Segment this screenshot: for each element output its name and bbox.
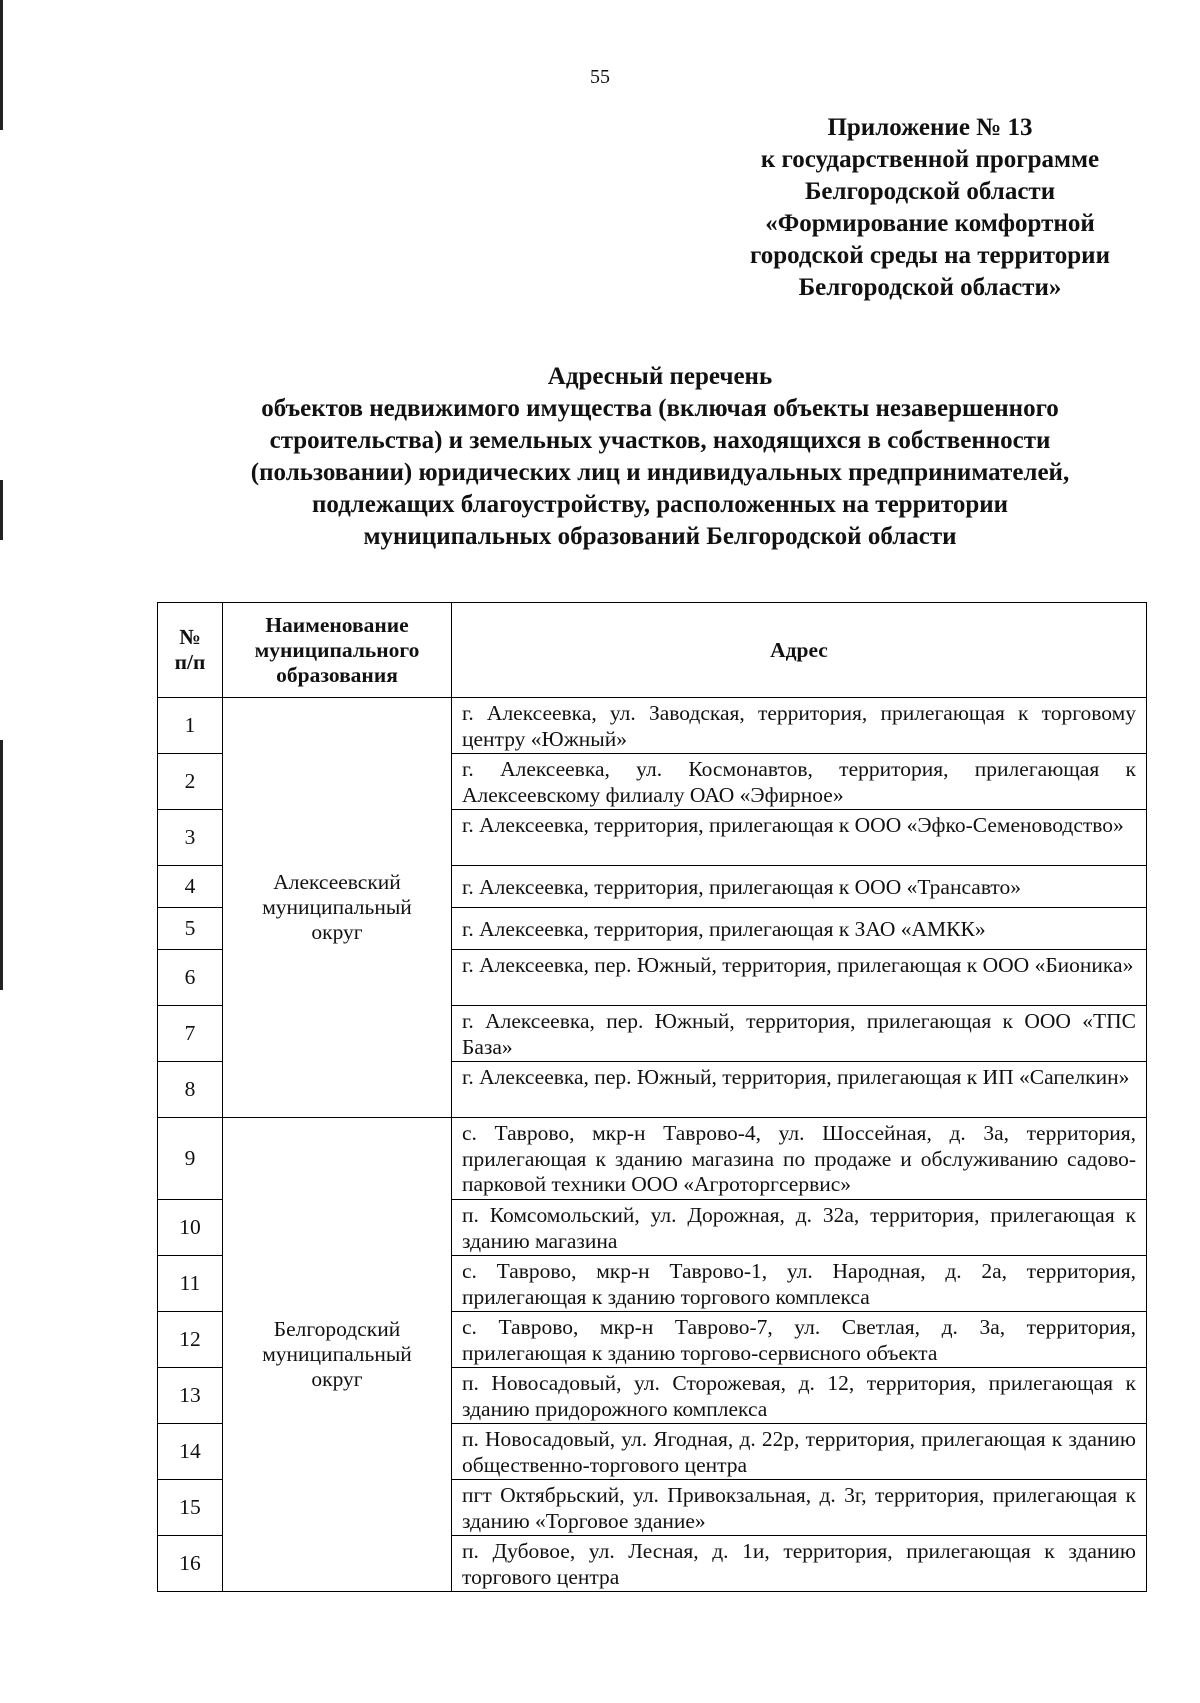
row-address: п. Новосадовый, ул. Ягодная, д. 22р, территория, прилегающая к зданию общественно-торгового центра <box>452 1424 1147 1480</box>
row-address: г. Алексеевка, территория, прилегающая к ЗАО «АМКК» <box>452 908 1147 950</box>
title-line: объектов недвижимого имущества (включая объекты незавершенного <box>261 395 1059 422</box>
row-address: пгт Октябрьский, ул. Привокзальная, д. 3г, территория, прилегающая к зданию «Торговое здание» <box>452 1480 1147 1536</box>
row-address: г. Алексеевка, пер. Южный, территория, прилегающая к ИП «Сапелкин» <box>452 1062 1147 1118</box>
title-line: Адресный перечень <box>547 363 773 390</box>
row-number: 13 <box>158 1368 223 1424</box>
municipality-line: Алексеевский <box>273 870 401 894</box>
municipality-line: муниципальный <box>262 1342 412 1366</box>
row-address: п. Комсомольский, ул. Дорожная, д. 32а, территория, прилегающая к зданию магазина <box>452 1200 1147 1256</box>
title-line: (пользовании) юридических лиц и индивидуальных предпринимателей, <box>250 459 1070 486</box>
page-number: 55 <box>590 66 610 88</box>
row-address: г. Алексеевка, территория, прилегающая к ООО «Трансавто» <box>452 866 1147 908</box>
appendix-line: Белгородской области» <box>798 274 1062 301</box>
row-number: 8 <box>158 1062 223 1118</box>
appendix-line: городской среды на территории <box>750 242 1110 269</box>
row-number: 1 <box>158 698 223 754</box>
document-title <box>0 361 1200 553</box>
row-address: г. Алексеевка, пер. Южный, территория, прилегающая к ООО «ТПС База» <box>452 1006 1147 1062</box>
appendix-line: Белгородской области <box>804 178 1056 205</box>
row-number: 10 <box>158 1200 223 1256</box>
appendix-line: «Формирование комфортной <box>765 210 1095 237</box>
row-number: 11 <box>158 1256 223 1312</box>
title-line: муниципальных образований Белгородской области <box>363 523 957 550</box>
row-number: 2 <box>158 754 223 810</box>
row-number: 14 <box>158 1424 223 1480</box>
row-address: г. Алексеевка, пер. Южный, территория, прилегающая к ООО «Бионика» <box>452 950 1147 1006</box>
appendix-line: к государственной программе <box>760 146 1100 173</box>
header-address: Адрес <box>452 603 1147 698</box>
row-number: 12 <box>158 1312 223 1368</box>
row-address: г. Алексеевка, ул. Космонавтов, территория, прилегающая к Алексеевскому филиалу ОАО «Эфирное» <box>452 754 1147 810</box>
row-address: г. Алексеевка, ул. Заводская, территория, прилегающая к торговому центру «Южный» <box>452 698 1147 754</box>
header-municipality-line: образования <box>276 662 398 687</box>
header-number-line: п/п <box>174 650 206 674</box>
row-address: п. Дубовое, ул. Лесная, д. 1и, территория, прилегающая к зданию торгового центра <box>452 1536 1147 1592</box>
table-row <box>158 698 1147 754</box>
appendix-header <box>700 112 1160 304</box>
row-number: 9 <box>158 1118 223 1200</box>
row-address: с. Таврово, мкр-н Таврово-4, ул. Шоссейная, д. 3а, территория, прилегающая к зданию магазина по продаже и обслуживанию садово-парковой техники ООО «Агроторгсервис» <box>452 1118 1147 1200</box>
row-number: 16 <box>158 1536 223 1592</box>
title-line: подлежащих благоустройству, расположенных на территории <box>311 491 1009 518</box>
scan-edge-mark <box>0 0 3 130</box>
municipality-line: округ <box>311 1367 363 1391</box>
table-row <box>158 1118 1147 1200</box>
municipality-line: округ <box>311 920 363 944</box>
header-municipality-line: Наименование <box>265 612 409 637</box>
address-table <box>157 602 1147 1592</box>
row-number: 5 <box>158 908 223 950</box>
header-number-line: № <box>179 625 201 649</box>
appendix-line: Приложение № 13 <box>827 114 1033 141</box>
row-number: 6 <box>158 950 223 1006</box>
municipality-cell <box>223 1118 452 1592</box>
municipality-line: муниципальный <box>262 895 412 919</box>
municipality-line: Белгородский <box>273 1317 401 1341</box>
scan-edge-mark <box>0 740 3 990</box>
row-address: г. Алексеевка, территория, прилегающая к ООО «Эфко-Семеноводство» <box>452 810 1147 866</box>
row-number: 3 <box>158 810 223 866</box>
row-address: с. Таврово, мкр-н Таврово-7, ул. Светлая, д. 3а, территория, прилегающая к зданию торгово-сервисного объекта <box>452 1312 1147 1368</box>
row-address: с. Таврово, мкр-н Таврово-1, ул. Народная, д. 2а, территория, прилегающая к зданию торгового комплекса <box>452 1256 1147 1312</box>
title-line: строительства) и земельных участков, находящихся в собственности <box>269 427 1051 454</box>
header-municipality <box>223 603 452 698</box>
row-number: 4 <box>158 866 223 908</box>
row-number: 15 <box>158 1480 223 1536</box>
table-header-row <box>158 603 1147 698</box>
header-number <box>158 603 223 698</box>
row-address: п. Новосадовый, ул. Сторожевая, д. 12, территория, прилегающая к зданию придорожного комплекса <box>452 1368 1147 1424</box>
header-municipality-line: муниципального <box>254 637 420 662</box>
municipality-cell <box>223 698 452 1118</box>
row-number: 7 <box>158 1006 223 1062</box>
